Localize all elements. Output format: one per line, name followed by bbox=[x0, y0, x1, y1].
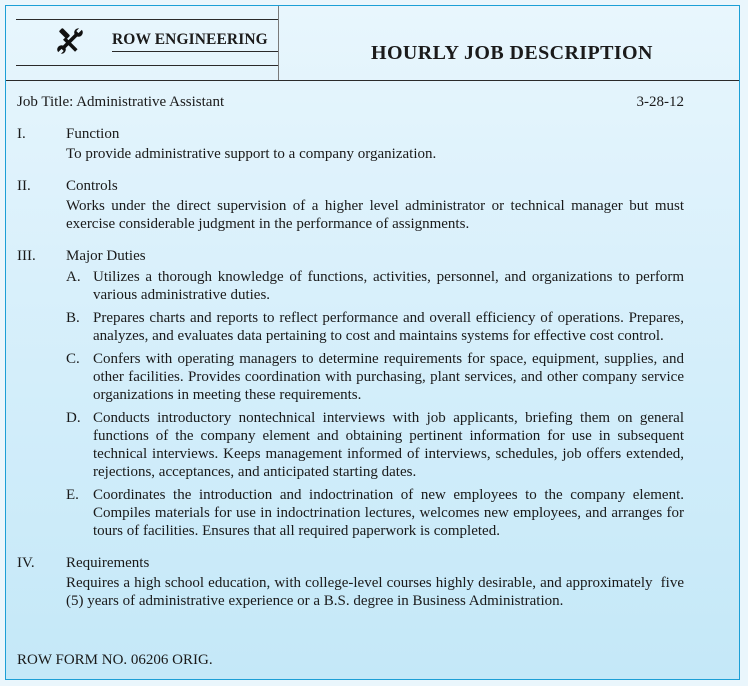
section-heading: Major Duties bbox=[66, 248, 146, 264]
form-body bbox=[17, 80, 688, 610]
header-rule-top bbox=[16, 19, 279, 20]
section-text: To provide administrative support to a company organization. bbox=[66, 146, 437, 162]
duty-letter: C. bbox=[66, 351, 80, 367]
duty-letter: A. bbox=[66, 269, 81, 285]
duty-letter: D. bbox=[66, 410, 81, 426]
form-header bbox=[6, 6, 739, 81]
duty-item bbox=[66, 350, 684, 404]
header-rule-bottom bbox=[16, 65, 279, 66]
form-number: ROW FORM NO. 06206 ORIG. bbox=[17, 652, 213, 668]
section-text: Works under the direct supervision of a higher level administrator or technical manager but must exercise considerable judgment in the performance of assignments. bbox=[66, 198, 684, 232]
company-name: ROW ENGINEERING bbox=[112, 31, 268, 48]
section-heading: Requirements bbox=[66, 555, 150, 571]
section-heading: Controls bbox=[66, 178, 118, 194]
section-requirements bbox=[17, 554, 688, 610]
job-description-form bbox=[5, 5, 740, 680]
duty-letter: E. bbox=[66, 487, 79, 503]
duty-item bbox=[66, 268, 684, 304]
section-numeral: IV. bbox=[17, 555, 35, 571]
section-numeral: III. bbox=[17, 248, 36, 264]
job-title-row bbox=[17, 93, 684, 111]
duty-text: Confers with operating managers to determine requirements for space, equipment, supplies, and other facilities. Provides coordination with purchasing, plant services, and other company service organizations in meeting these requirements. bbox=[93, 351, 684, 403]
duty-item bbox=[66, 309, 684, 345]
section-major-duties bbox=[17, 247, 684, 540]
section-text: Requires a high school education, with college-level courses highly desirable, and approximately five (5) years of administrative experience or a B.S. degree in Business Administration. bbox=[66, 575, 688, 609]
section-function bbox=[17, 125, 684, 163]
duty-text: Prepares charts and reports to reflect performance and overall efficiency of operations. Prepares, analyzes, and evaluates data pertaining to cost and maintains systems for effective cost control. bbox=[93, 310, 684, 344]
document-title: HOURLY JOB DESCRIPTION bbox=[371, 42, 653, 64]
company-logo-block bbox=[16, 6, 279, 80]
duty-item bbox=[66, 409, 684, 481]
header-divider bbox=[278, 6, 279, 80]
section-controls bbox=[17, 177, 684, 233]
job-title: Job Title: Administrative Assistant bbox=[17, 94, 225, 110]
section-numeral: II. bbox=[17, 178, 31, 194]
company-name-underline bbox=[112, 51, 279, 52]
section-heading: Function bbox=[66, 126, 120, 142]
duty-item bbox=[66, 486, 684, 540]
duty-text: Utilizes a thorough knowledge of functions, activities, personnel, and organizations to perform various administrative duties. bbox=[93, 269, 684, 303]
duty-text: Coordinates the introduction and indoctrination of new employees to the company element. Compiles materials for use in indoctrination lectures, welcomes new employees, and arranges for tours of facilities. Ensures that all required paperwork is completed. bbox=[93, 487, 684, 539]
duty-letter: B. bbox=[66, 310, 80, 326]
document-date: 3-28-12 bbox=[636, 94, 684, 110]
duty-text: Conducts introductory nontechnical interviews with job applicants, briefing them on general functions of the company element and obtaining pertinent information for use in subsequent technical interviews. Keeps management informed of interviews, schedules, job offers extended, rejections, acceptances, and anticipated starting dates. bbox=[93, 410, 684, 480]
section-numeral: I. bbox=[17, 126, 26, 142]
tools-hammer-wrench-icon bbox=[56, 27, 84, 55]
